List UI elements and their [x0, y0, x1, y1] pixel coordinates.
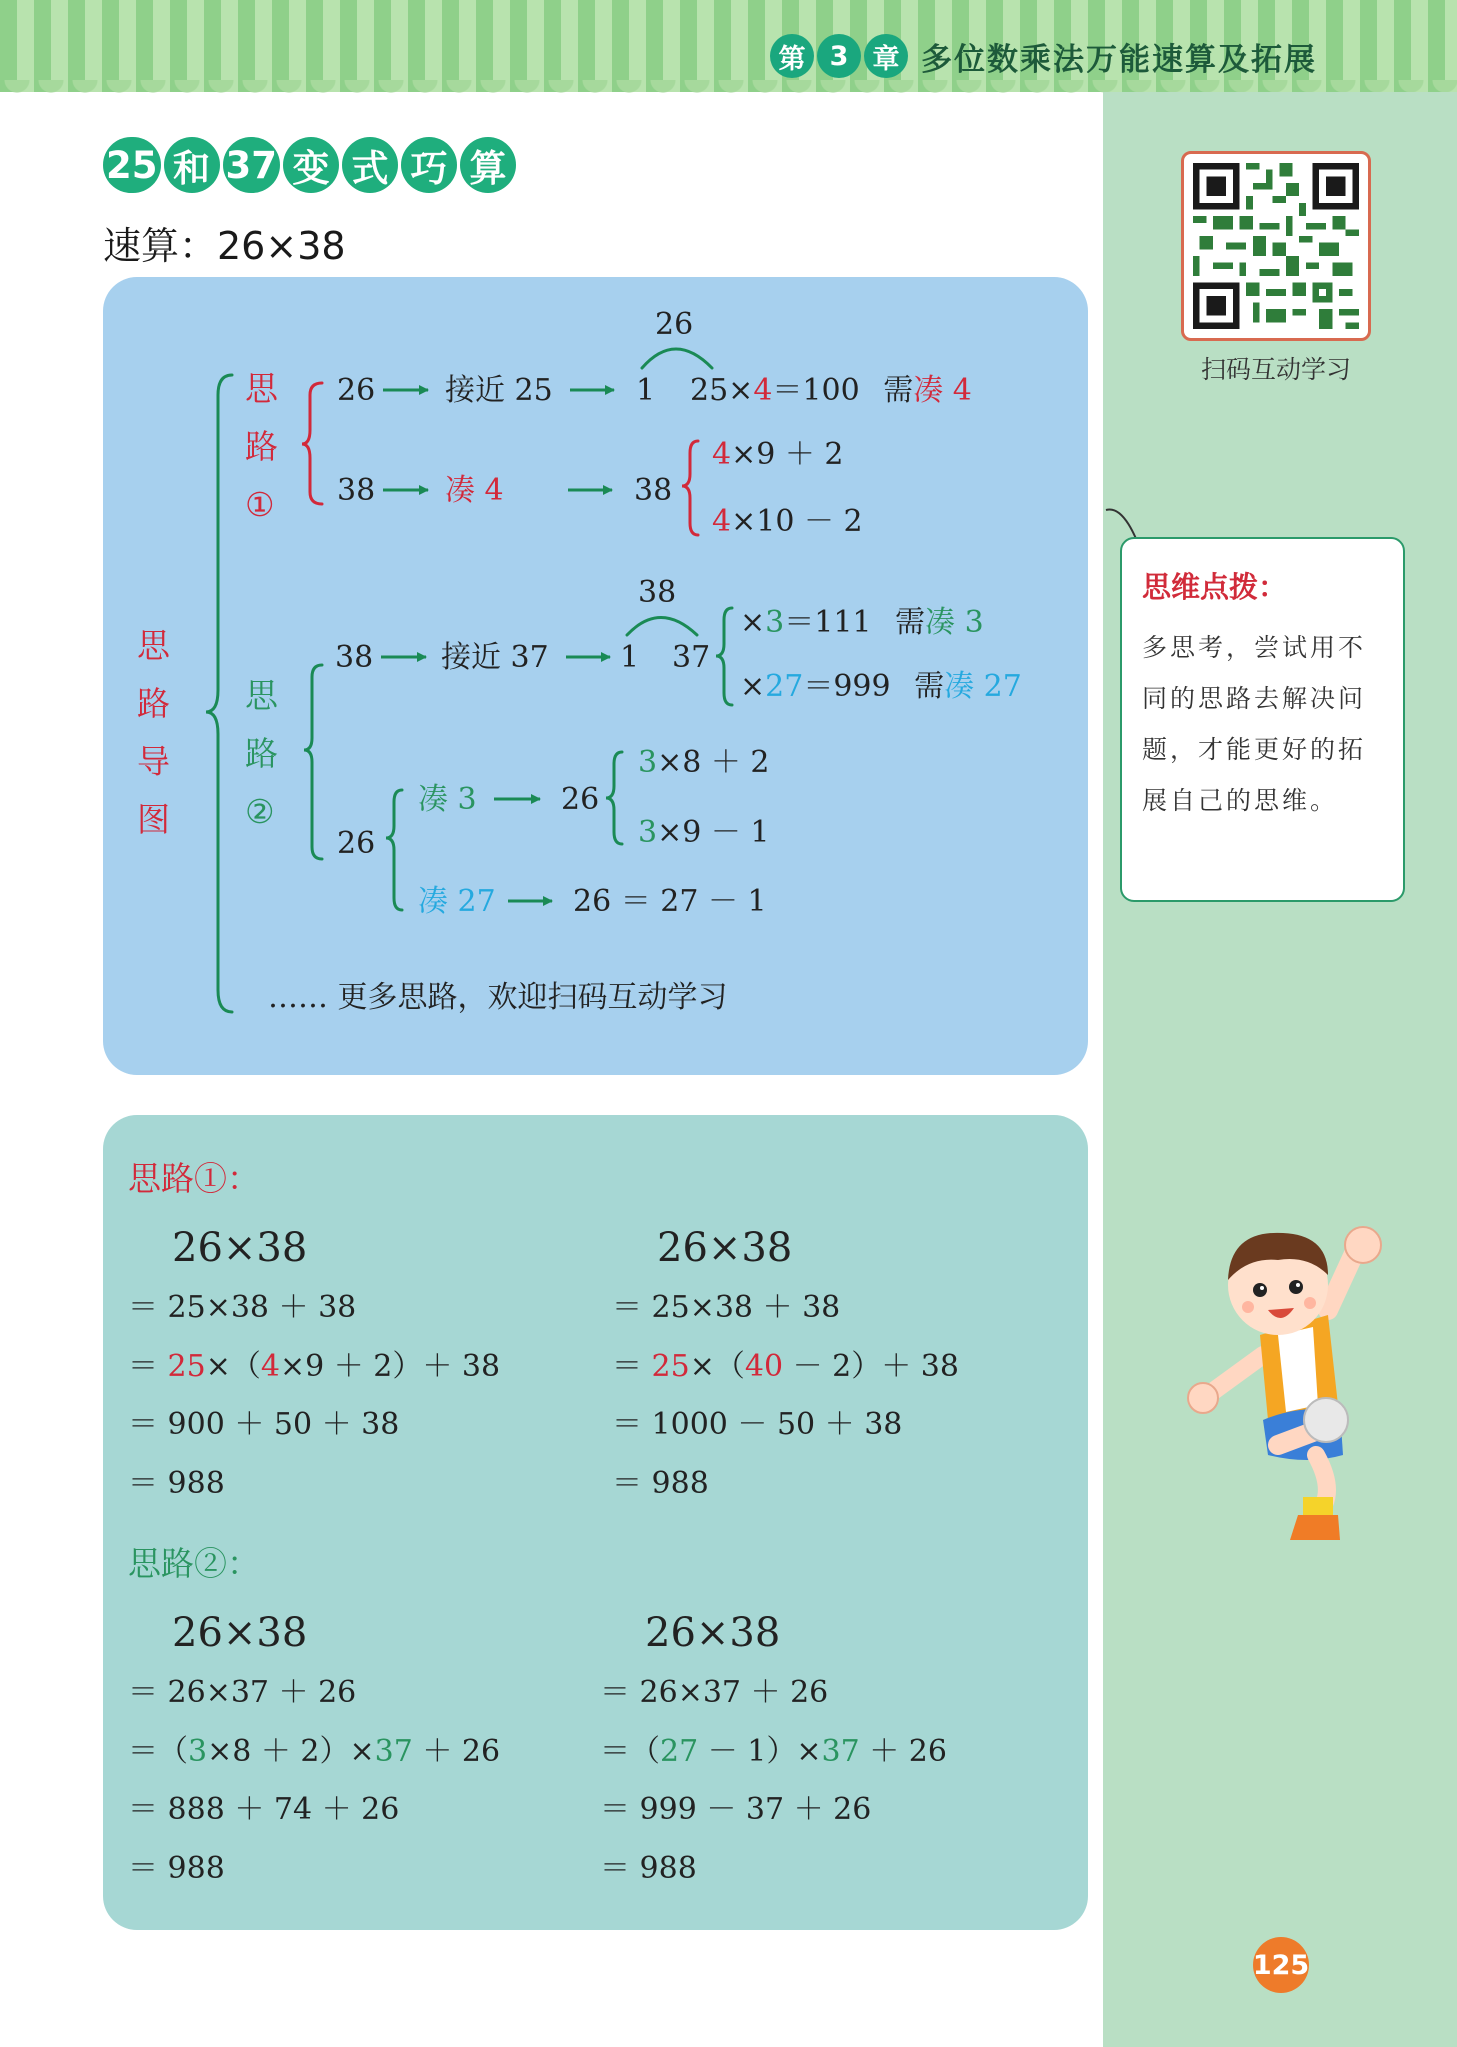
idea2-char: 思: [245, 676, 278, 715]
i1-b-cou: 凑 4: [445, 473, 504, 508]
i2-b-26: 26: [561, 782, 600, 817]
sol-head: 26×38: [645, 1610, 781, 1656]
sol-line: ＝ 25×38 ＋ 38: [612, 1290, 841, 1325]
sol-result: ＝ 988: [612, 1466, 709, 1501]
tip-line: 题，才能更好的拓: [1142, 735, 1367, 764]
idea2-label: [245, 667, 278, 841]
mindmap-root-label: [137, 617, 170, 849]
idea1-char: 路: [245, 427, 278, 466]
sol-line: ＝ 25×（4×9 ＋ 2）＋ 38: [128, 1349, 501, 1384]
i1-a-near: 接近 25: [445, 373, 553, 408]
i1-a-equation: 25×4＝100 需凑 4: [690, 373, 972, 408]
i2-a-num: 38: [335, 640, 374, 675]
title-chip: 算: [460, 137, 516, 193]
root-char: 思: [137, 626, 170, 665]
root-char: 路: [137, 684, 170, 723]
sol-line: ＝ 900 ＋ 50 ＋ 38: [128, 1407, 400, 1442]
sol-head: 26×38: [657, 1225, 793, 1271]
solution2-label: 思路②：: [128, 1544, 260, 1583]
idea2-brace: [304, 665, 322, 859]
idea2-sub-brace-a: [716, 608, 732, 705]
root-brace: [206, 375, 232, 1012]
qr-caption: 扫码互动学习: [1200, 355, 1351, 384]
i1-a-num: 26: [337, 373, 376, 408]
idea2-char: ②: [245, 792, 275, 831]
sol-result: ＝ 988: [600, 1851, 697, 1886]
tip-line: 展自己的思维。: [1142, 786, 1339, 815]
i1-b-row1: 4×9 ＋ 2: [712, 437, 844, 472]
solution1-label: 思路①：: [128, 1159, 260, 1198]
title-chip: 37: [223, 137, 281, 193]
sol-line: ＝（3×8 ＋ 2）×37 ＋ 26: [128, 1734, 501, 1769]
more-ideas-text: …… 更多思路，欢迎扫码互动学习: [268, 980, 728, 1015]
idea2-sub-brace-b: [386, 790, 402, 910]
chapter-pre: 第: [770, 34, 814, 78]
title-chip: 和: [164, 137, 220, 193]
i2-b-c27: 凑 27: [418, 884, 496, 919]
i1-b-row2: 4×10 － 2: [712, 504, 863, 539]
sol-line: ＝ 1000 － 50 ＋ 38: [612, 1407, 903, 1442]
i1-b-38: 38: [634, 473, 673, 508]
title-chip: 式: [342, 137, 398, 193]
idea1-char: ①: [245, 485, 275, 524]
tip-line: 多思考，尝试用不: [1142, 633, 1367, 662]
sol-line: ＝ 888 ＋ 74 ＋ 26: [128, 1792, 400, 1827]
sol-line: ＝ 25×（40 － 2）＋ 38: [612, 1349, 959, 1384]
i2-a-37: 37: [672, 640, 711, 675]
i1-b-num: 38: [337, 473, 376, 508]
tip-line: 同的思路去解决问: [1142, 684, 1367, 713]
idea1-sub-brace: [682, 441, 698, 535]
i2-b-s1: 3×8 ＋ 2: [638, 745, 770, 780]
sol-line: ＝ 999 － 37 ＋ 26: [600, 1792, 872, 1827]
arc-38: [627, 618, 697, 636]
i2-b-s2: 3×9 － 1: [638, 815, 770, 850]
idea2-sub-brace-c: [606, 752, 622, 844]
sol-line: ＝ 26×37 ＋ 26: [128, 1675, 357, 1710]
sol-head: 26×38: [172, 1225, 308, 1271]
problem-statement: 速算：26×38: [103, 224, 346, 268]
sol-line: ＝ 25×38 ＋ 38: [128, 1290, 357, 1325]
arc-26: [642, 349, 712, 368]
title-chip: 变: [283, 137, 339, 193]
idea2-char: 路: [245, 734, 278, 773]
chapter-title: 多位数乘法万能速算及拓展: [921, 41, 1317, 78]
title-chip: 巧: [401, 137, 457, 193]
chapter-number: 3: [817, 34, 861, 78]
i2-arc-label: 38: [638, 575, 677, 610]
cartoon-boy-icon: [1168, 1215, 1398, 1565]
tip-title: 思维点拨：: [1142, 570, 1288, 604]
idea1-label: [245, 360, 278, 534]
i2-b-c3: 凑 3: [418, 782, 477, 817]
title-chip: 25: [103, 137, 161, 193]
sol-line: ＝ 26×37 ＋ 26: [600, 1675, 829, 1710]
i2-b-eq: 26 ＝ 27 － 1: [573, 884, 767, 919]
i2-a-near: 接近 37: [441, 640, 549, 675]
root-char: 导: [137, 742, 170, 781]
idea1-brace: [302, 383, 322, 504]
i1-a-one: 1: [636, 373, 656, 408]
sol-head: 26×38: [172, 1610, 308, 1656]
sol-result: ＝ 988: [128, 1466, 225, 1501]
i2-b-num: 26: [337, 826, 376, 861]
i2-a-row1: ×3＝111 需凑 3: [740, 605, 984, 640]
idea1-char: 思: [245, 369, 278, 408]
root-char: 图: [137, 800, 170, 839]
chapter-post: 章: [864, 34, 908, 78]
i2-a-row2: ×27＝999 需凑 27: [740, 669, 1022, 704]
page-number: 125: [1253, 1937, 1309, 1993]
i1-arc-label: 26: [655, 307, 694, 342]
sol-result: ＝ 988: [128, 1851, 225, 1886]
sol-line: ＝（27 － 1）×37 ＋ 26: [600, 1734, 947, 1769]
i2-a-one: 1: [620, 640, 640, 675]
